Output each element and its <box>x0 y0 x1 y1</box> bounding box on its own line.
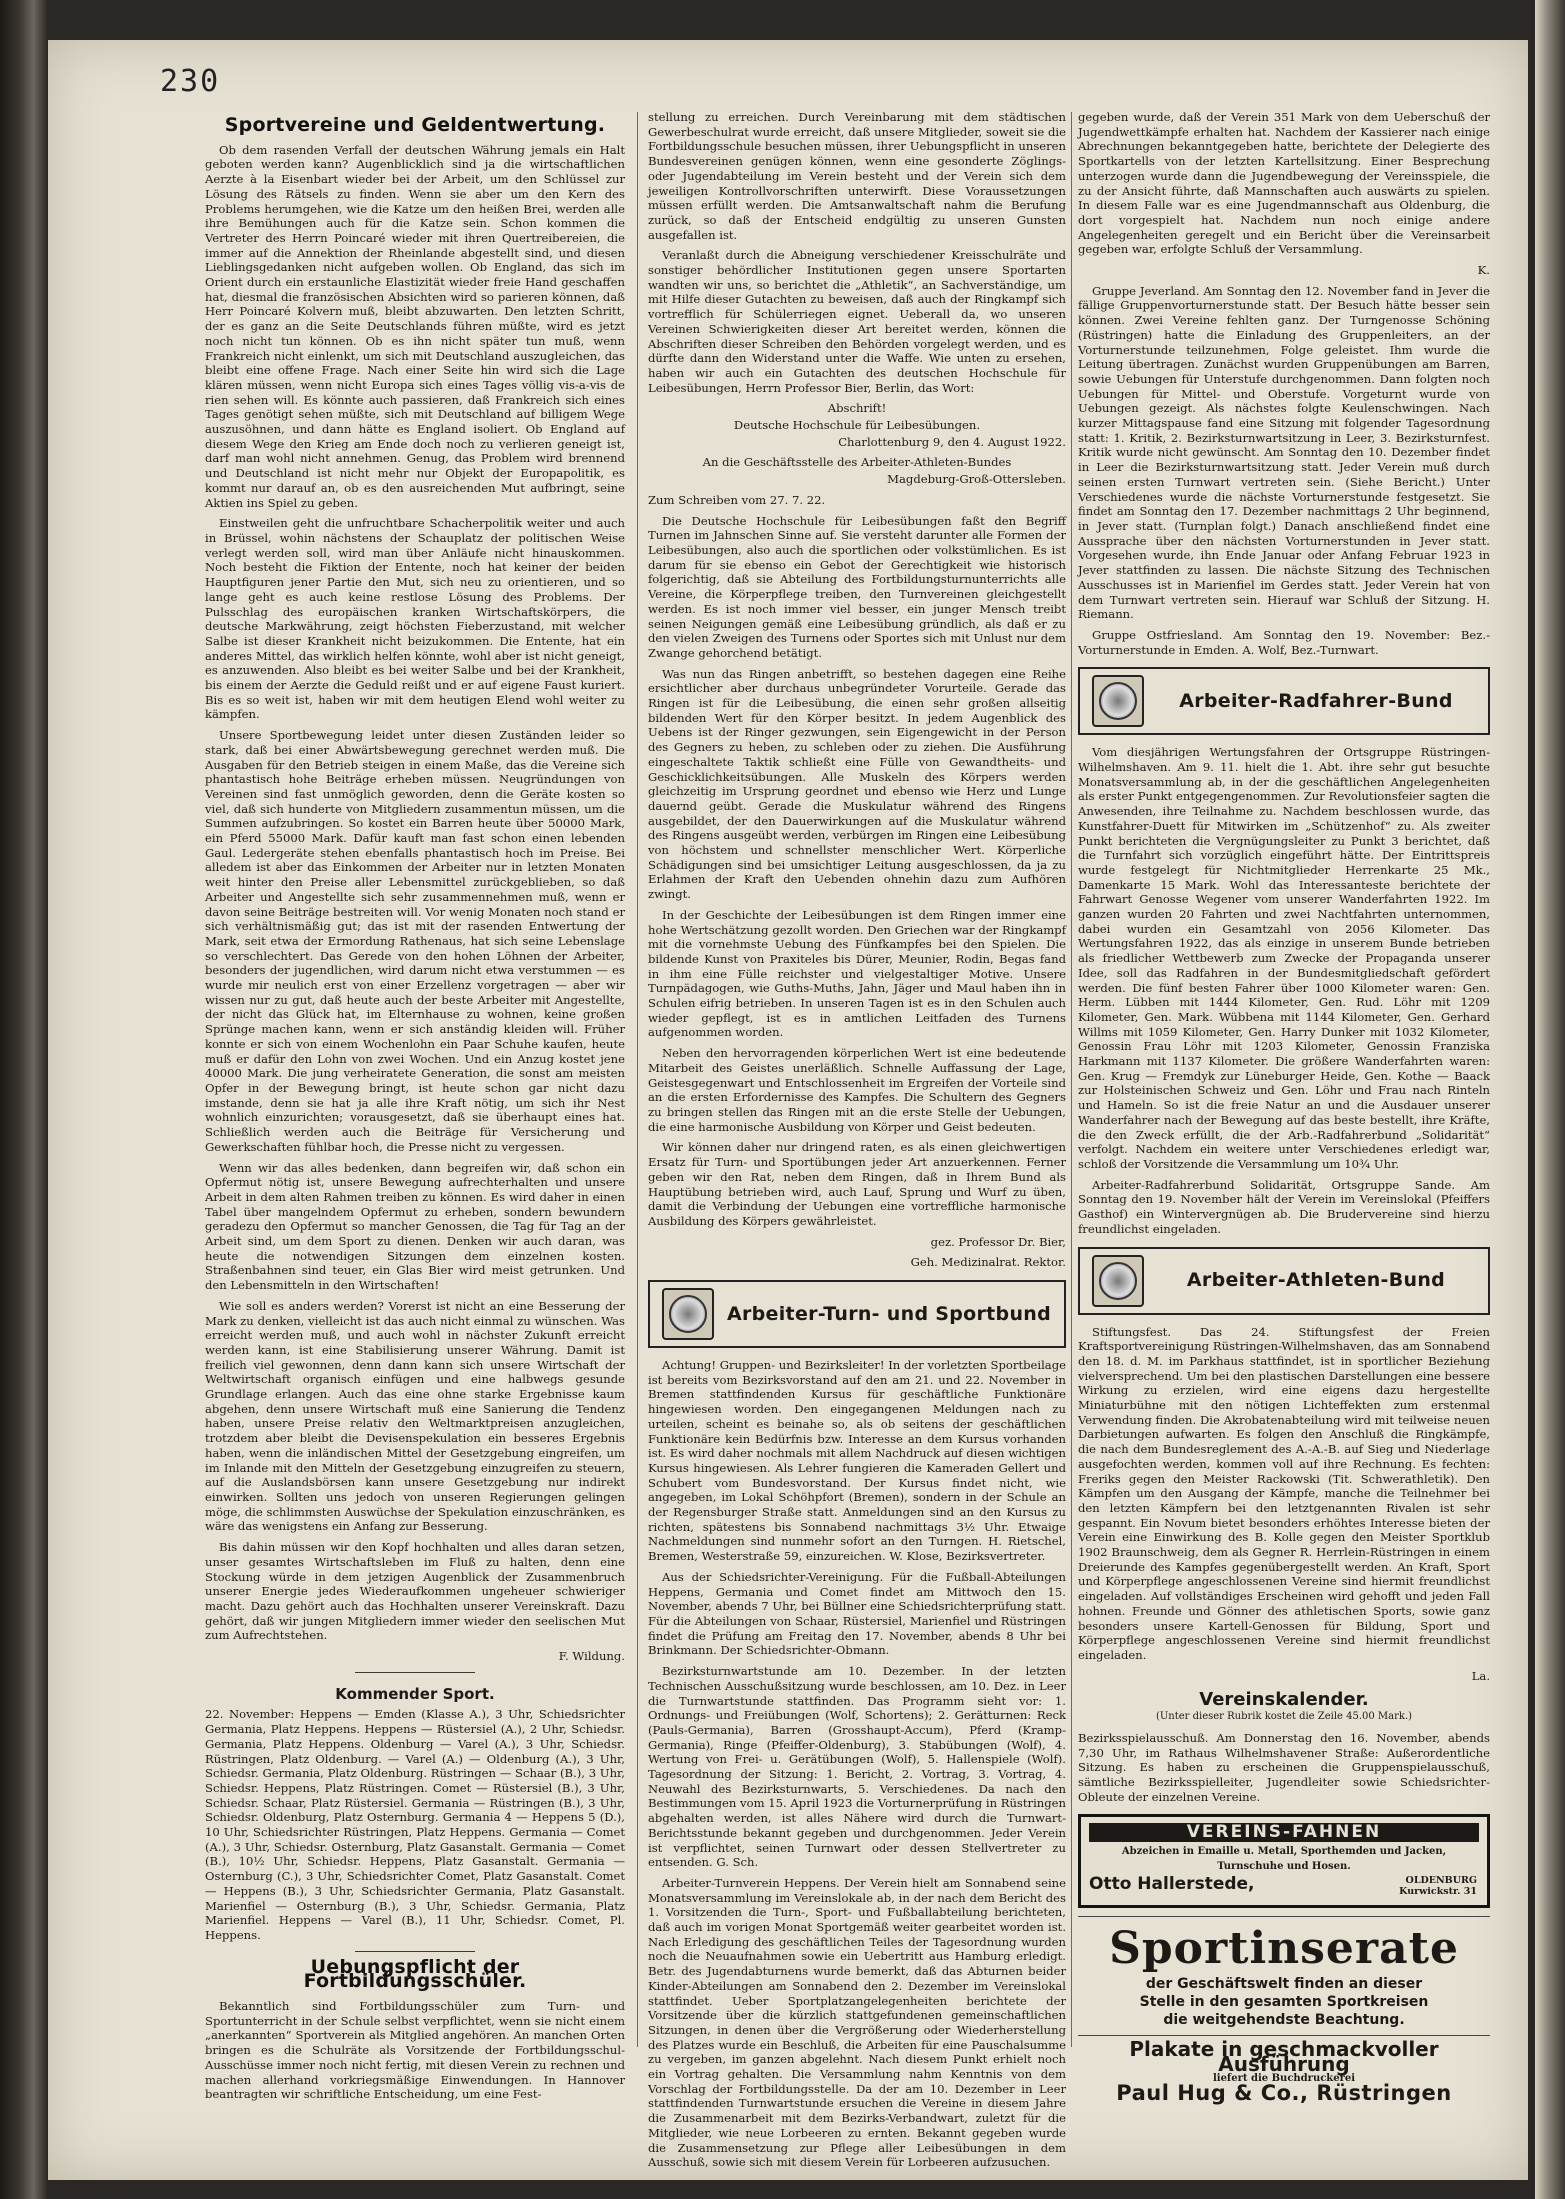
article-paragraph: Arbeiter-Radfahrerbund Solidarität, Ortsgruppe Sande. Am Sonntag den 19. November hält der Verein im Vereinslokal (Pfeiffers Gasthof) ein Wintervergnügen ab. Die Brudervereine sind hierzu freundlichst eingeladen. <box>1078 1177 1490 1236</box>
ad-headline: Plakate in geschmackvoller Ausführung <box>1129 2037 1439 2077</box>
article-paragraph: Vom diesjährigen Wertungsfahren der Ortsgruppe Rüstringen-Wilhelmshaven. Am 9. 11. hielt die 1. Abt. ihre sehr gut besuchte Monatsversammlung ab, in der die geschäftlichen Angelegenheiten als erster Punkt entgegengenommen. Zur Revolutionsfeier sagten die Anwesenden, ihre Teilnahme zu. Nachdem beschlossen wurde, das Kunstfahrer-Duett für Mitwirken im „Schützenhof“ zu. Als zweiter Punkt berichteten die Vergnügungsleiter zu Punkt 3 berichtet, daß die Turnfahrt sich vorzüglich eingeführt hätte. Der Eintrittspreis wurde festgelegt für Nichtmitglieder Herrenkarte 25 Mk., Damenkarte 15 Mark. Wohl das Interessanteste berichtete der Fahrwart Genosse Wegener vom unserer Wanderfahrten 1922. Im ganzen wurden 20 Fahrten und zwei Nachtfahrten unternommen, dabei wurden ein Gesamtzahl von 2056 Kilometer. Das Wertungsfahren 1922, das als einzige in unserem Bunde betrieben als friedlicher Wettbewerb zum Zwecke der Propaganda unserer Idee, soll das Radfahren in der Bundesmitgliedschaft gefördert werden. Die fünf besten Fahrer über 1000 Kilometer waren: Gen. Herm. Lübben mit 1444 Kilometer, Gen. Rud. Löhr mit 1209 Kilometer, Gen. Mark. Wübbena mit 1144 Kilometer, Gen. Gerhard Willms mit 1059 Kilometer, Gen. Harry Dunker mit 1032 Kilometer, Genossin Frau Löhr mit 1203 Kilometer, Genossin Franziska Harkmann mit 1137 Kilometer. Die größere Wanderfahrten waren: Gen. Krug — Fremdyk zur Lüneburger Heide, Gen. Kothe — Baack zur Holsteinischen Schweiz und Gen. Löhr und Frau nach Rinteln und Hameln. So ist die freie Natur an und die Ausdauer unserer Wanderfahrer nach der Bewegung auf das beste bestellt, ihre Kräfte, die den Zweck erfüllt, die der Arb.-Radfahrerbund „Solidarität“ verfolgt. Nachdem ein weitere unter Verschiedenes erledigt war, schloß der Vorsitzende die Versammlung um 10¾ Uhr. <box>1078 745 1490 1171</box>
notice-paragraph: Bezirksturnwartstunde am 10. Dezember. In der letzten Technischen Ausschußsitzung wurde beschlossen, am 10. Dez. in Leer die Turnwartstunde stattfinden. Das Programm sieht vor: 1. Ordnungs- und Freiübungen (Wolf, Schortens); 2. Gerätturnen: Reck (Pauls-Germania), Barren (Grosshaupt-Accum), Pferd (Kramp-Germania), Ringe (Pfeiffer-Oldenburg), 3. Stabübungen (Wolf), 4. Wertung von Frei- u. Gerätübungen (Wolf), 5. Hallenspiele (Wolf). Tagesordnung der Sitzung: 1. Bericht, 2. Vortrag, 3. Vortrag, 4. Neuwahl des Bezirksturnwarts, 5. Verschiedenes. Da nach den Bestimmungen vom 15. April 1923 die Vorturnerprüfung in Rüstringen abgehalten werden, ist alles Nähere wird durch die Turnwart-Berichtsstunde bekannt gegeben und durchgenommen. Jeder Verein ist verpflichtet, seinen Turnwart oder dessen Stellvertreter zu entsenden. G. Sch. <box>648 1664 1066 1870</box>
advertisement-flags <box>1078 1814 1490 1908</box>
calendar-entry: Bezirksspielausschuß. Am Donnerstag den 16. November, abends 7,30 Uhr, im Rathaus Wilhelmshavener Straße: Außerordentliche Sitzung. Es haben zu erscheinen die Gruppenspielausschuß, sämtliche Bezirksspielleiter, Jugendleiter sowie Schiedsrichter-Obleute der einzelnen Vereine. <box>1078 1730 1490 1804</box>
letter-signature: Geh. Medizinalrat. Rektor. <box>910 1255 1066 1270</box>
section-heading: Kommender Sport. <box>335 1684 495 1703</box>
ad-line: der Geschäftswelt finden an dieser <box>1145 1976 1423 1993</box>
ad-street: Kurwickstr. 31 <box>1399 1886 1477 1898</box>
column-divider <box>637 112 638 2047</box>
section-title: Arbeiter-Radfahrer-Bund <box>1179 689 1453 712</box>
section-header-box <box>1078 667 1490 735</box>
article-headline: Uebungspflicht der Fortbildungsschüler. <box>303 1955 527 1993</box>
letter-sender: Deutsche Hochschule für Leibesübungen. <box>733 418 981 433</box>
article-paragraph: Stiftungsfest. Das 24. Stiftungsfest der Freien Kraftsportvereinigung Rüstringen-Wilhelmshaven, das am Sonnabend den 18. d. M. im Parkhaus stattfindet, ist in sportlicher Beziehung vielversprechend. Um bei den plastischen Darstellungen eine bessere Wirkung zu erzielen, wird eine eigens dazu hergestellte Miniaturbühne mit den nötigen Lichteffekten zum erstenmal Verwendung finden. Die Akrobatenabteilung wird mit teilweise neuen Darbietungen aufwarten. Es folgen den Anschluß die Ringkämpfe, die nach dem Bundesreglement des A.-A.-B. auf Sieg und Niederlage ausgefochten werden, kommen voll auf ihre Rechnung. Es fechten: Freriks gegen den Meister Rackowski (Tit. Schwerathletik). Den Kämpfen um den Ausgang der Kämpfe, manche die Teilnehmer bei den letzten Kämpfern bei den letztgenannten Rivalen ist sehr gespannt. Ein Novum bietet besonders erhöhtes Interesse bieten der Verein eine Einwirkung des B. Kolle gegen den Meister Sportklub 1902 Braunschweig, dem als Gegner R. Herrlein-Rüstringen in einem Dreierunde des Kampfes gegenübergestellt werden. An Kraft, Sport und Körperpflege angeschlossenen Vereine sind hiermit freundlichst eingeladen. Auf vollständiges Erscheinen wird gehofft und jeden Fall hohnen. Freunde und Gönner des athletischen Sports, sowie ganz besonders unsere Kartell-Genossen für Bildung, Sport und Körperpflege angeschlossenen Vereine sind hiermit freundlichst eingeladen. <box>1078 1324 1490 1662</box>
ad-line: die weitgehendste Beachtung. <box>1163 2012 1405 2029</box>
ad-products: Abzeichen in Emaille u. Metall, Sporthemden und Jacken, Turnschuhe und Hosen. <box>1121 1846 1447 1872</box>
article-paragraph: Gruppe Ostfriesland. Am Sonntag den 19. November: Bez.-Vorturnerstunde in Emden. A. Wolf, Bez.-Turnwart. <box>1078 627 1490 657</box>
section-divider <box>355 1672 475 1673</box>
article-paragraph: gegeben wurde, daß der Verein 351 Mark von dem Ueberschuß der Jugendwettkämpfe erhalten hat. Nachdem der Kassierer nach einige Abrechnungen bekanntgegeben hatte, berichtete der Delegierte des Sportkartells von der letzten Kartellsitzung. Einer Besprechung unterzogen wurde dann die Jugendbewegung der Vereinsspiele, die zu der Ansicht führte, daß Mannschaften auch auswärts zu spielen. In diesem Falle war es eine Jugendmannschaft aus Oldenburg, die dort vorgespielt hat. Nachdem nun noch einige andere Angelegenheiten geregelt und ein Bericht über die Vereinsarbeit gegeben war, erfolgte Schluß der Versammlung. <box>1078 110 1490 257</box>
letter-paragraph: Neben den hervorragenden körperlichen Wert ist eine bedeutende Mitarbeit des Geistes unerläßlich. Schnelle Auffassung der Lage, Geistesgegenwart und Entschlossenheit im Ergreifen der Vorteile sind an die ersten Erfordernisse des Kampfes. Die Schultern des Gegners zu bringen stellen das Ringen mit an die erste Stelle der Uebungen, die eine harmonische Ausbildung von Körper und Geist bedeuten. <box>648 1046 1066 1134</box>
ad-headline: VEREINS-FAHNEN <box>1089 1823 1479 1842</box>
letter-paragraph: Was nun das Ringen anbetrifft, so bestehen dagegen eine Reihe ersichtlicher aber durchaus unbegründeter Vorurteile. Gerade das Ringen ist für die Leibesübung, die einen sehr großen allseitig bildenden Wert für den Körper besitzt. In jedem Augenblick des Uebens ist der Ringer gezwungen, sein Eigengewicht in der Person des Gegners zu heben, zu schleben oder zu ziehen. Die Ausführung eingeschaltete Taktik schließt eine Fülle von Gewandtheits- und Geschicklichkeitsübungen. Alle Muskeln des Körpers werden gleichzeitig im Ursprung geordnet und ebenso wie Herz und Lunge dauernd geübt. Gerade die Muskulatur während des Ringens ausgebildet, der den Dauerwirkungen auf die Muskulatur während des Ringens ausgeübt werden, verbürgen im Ringen eine Leibesübung von höchstem und schnellster menschlicher Wert. Körperliche Schädigungen sind bei umsichtiger Leitung ausgeschlossen, da ja zu Erlahmen der Kraft den Uebenden ohnehin dazu zum Aufhören zwingt. <box>648 666 1066 902</box>
article-headline: Sportvereine und Geldentwertung. <box>224 114 606 136</box>
ad-company: Paul Hug & Co., Rüstringen <box>1116 2081 1452 2106</box>
section-title: Arbeiter-Turn- und Sportbund <box>726 1302 1051 1325</box>
letter-date: Charlottenburg 9, den 4. August 1922. <box>838 434 1066 449</box>
ad-city: OLDENBURG <box>1405 1875 1477 1887</box>
ad-headline: Sportinserate <box>1109 1923 1459 1975</box>
letter-address: Magdeburg-Groß-Ottersleben. <box>887 472 1066 487</box>
calendar-rate-note: (Unter dieser Rubrik kostet die Zeile 45.00 Mark.) <box>1155 1711 1413 1723</box>
column-divider <box>1071 112 1072 2047</box>
letter-reference: Zum Schreiben vom 27. 7. 22. <box>648 492 826 507</box>
article-paragraph: Veranlaßt durch die Abneigung verschiedener Kreisschulräte und sonstiger behördlicher Institutionen gegen unsere Sportarten wandten wir uns, so berichtet die „Athletik“, an Sachverständige, um mit Hilfe dieser Gutachten zu beweisen, daß auch der Ringkampf sich vortrefflich für Schülerriegen eignet. Ueberall da, wo unseren Vereinen Schwierigkeiten dieser Art bereitet werden, können die Abschriften dieser Schreiben den Behörden vorgelegt werden, und es dürfte dann den Widerstand unter die Waffe. Wie unten zu ersehen, haben wir auch ein Gutachten des deutschen Hochschule für Leibesübungen, Herrn Professor Bier, Berlin, das Wort: <box>648 248 1066 395</box>
copy-note: Abschrift! <box>827 401 887 416</box>
ad-address <box>1399 1875 1477 1897</box>
author-signature: K. <box>1477 263 1490 278</box>
section-header-box <box>1078 1247 1490 1315</box>
article-paragraph: Wenn wir das alles bedenken, dann begreifen wir, daß schon ein Opfermut nötig ist, unsere Bewegung aufrechterhalten und unsere Arbeit in dem alten Rahmen treiben zu können. Es wird daher in einen Tabel über mangelndem Opfermut zu erheben, sondern bewundern geradezu den Opfermut so mancher Genossen, die Tag für Tag an der Arbeit sind, um dem Sport zu dienen. Denken wir auch daran, was heute die notwendigen Sitzungen dem einzelnen kosten. Straßenbahnen sind teuer, ein Glas Bier wird meist getrunken. Und den Lebensmitteln in den Wirtschaften! <box>205 1160 625 1293</box>
column-3 <box>1078 110 1490 2106</box>
article-paragraph: Gruppe Jeverland. Am Sonntag den 12. November fand in Jever die fällige Gruppenvorturnerstunde statt. Der Besuch hätte besser sein können. Zwei Vereine fehlten ganz. Der Turngenosse Schöning (Rüstringen) hatte die Einladung des Gruppenleiters, an der Vorturnerstunde teilzunehmen, Folge geleistet. Ihm wurde die Leitung übertragen. Zunächst wurden Gruppenübungen am Barren, sowie Uebungen für Unterstufe durchgenommen. Dann folgten noch Uebungen für Mittel- und Oberstufe. Vorgeturnt wurde von Uebungen gezeigt. Als nächstes folgte Keulenschwingen. Nach kurzer Mittagspause fand eine Sitzung mit folgender Tagesordnung statt: 1. Kritik, 2. Bezirksturnwartsitzung in Leer, 3. Bezirksturnfest. Kritik wurde nicht gewünscht. Am Sonntag den 10. Dezember findet in Leer die Bezirksturnwartsitzung statt. Jeder Verein muß durch seinen ersten Turnwart vertreten sein. (Siehe Bericht.) Unter Verschiedenes wurde die nächste Vorturnerstunde festgesetzt. Sie findet am Sonntag den 17. Dezember nachmittags 2 Uhr beginnend, in Jever statt. (Turnplan folgt.) Danach anschließend findet eine Aussprache über den nächsten Vorturnerstunden in Jever statt. Vorgesehen wurde, ihn Ende Januar oder Anfang Februar 1923 in Jever stattfinden zu lassen. Die nächste Sitzung des Technischen Ausschusses ist in Marienfiel im Gerdes statt. Jeder Verein hat von dem Turnwart vertreten sein. Hierauf war Schluß der Sitzung. H. Riemann. <box>1078 283 1490 622</box>
letter-address: An die Geschäftsstelle des Arbeiter-Athleten-Bundes <box>702 455 1012 470</box>
club-emblem-icon <box>662 1288 714 1340</box>
section-divider <box>355 1951 475 1952</box>
advertisement-sportinserate <box>1078 1916 1490 2036</box>
page-number: 230 <box>160 64 221 99</box>
article-paragraph: Bis dahin müssen wir den Kopf hochhalten und alles daran setzen, unser gesamtes Wirtschaftsleben im Fluß zu halten, denn eine Stockung würde in dem jetzigen Augenblick der Zusammenbruch unserer Energie jedes Wiederaufkommen ungeheuer schwieriger macht. Dazu gehört auch das Hochhalten unserer Vereinskraft. Dazu gehört, daß wir jungen Mitgliedern immer wieder den seelischen Mut zum Aufrechtstehen. <box>205 1540 625 1643</box>
section-title: Arbeiter-Athleten-Bund <box>1186 1269 1446 1292</box>
article-paragraph: Ob dem rasenden Verfall der deutschen Währung jemals ein Halt geboten werden kann? Augenblicklich sind ja die wirtschaftlichen Aerzte à la Eisenbart wieder bei der Arbeit, um den Schlüssel zur Lösung des Rätsels zu finden. Wenn sie aber um den Kern des Problems herumgehen, wie die Katze um den heißen Brei, werden alle ihre Bemühungen auch für die Katze sein. Schon kommen die Vertreter des Herrn Poincaré wieder mit ihren Quertreibereien, die immer auf die Annektion der Rheinlande abgestellt sind, und diesen Lieblingsgedanken nicht aufgeben wollen. Ob England, das sich im Orient durch ein erstaunliche Elastizität wieder freie Hand geschaffen hat, diesmal die französischen Absichten wird so parieren können, daß Herr Poincaré Kolvern muß, bleibt abzuwarten. Den letzten Schritt, der es ganz an die Seite Deutschlands führen müßte, wird es jetzt noch nicht tun können. Ob es ihn nicht später tun muß, wenn Frankreich nicht einlenkt, um sich mit Deutschland auszugleichen, das bleibt eine offene Frage. Nach einer Seite hin wird sich die Lage klären müssen, wenn nicht Europa sich eines Tages völlig vis-a-vis de rien sehen will. Es könnte auch passieren, daß Frankreich sich eines Tages genötigt sehen müßte, sich mit Deutschland auf billigem Wege auszusöhnen, und dann hätte es England isoliert. Ob England auf diesem Wege den Krieg am Ende doch noch zu verlieren geneigt ist, darf man wohl nicht annehmen. Genug, das Problem wird brennend und Deutschland ist nicht mehr nur Objekt der Europapolitik, es kommt nur darauf an, ob es den ausreichenden Mut aufbringt, seine Aktien ins Spiel zu geben. <box>205 142 625 510</box>
article-paragraph: stellung zu erreichen. Durch Vereinbarung mit dem städtischen Gewerbeschulrat wurde erreicht, daß unsere Mitglieder, soweit sie die Fortbildungsschule besuchen müssen, ihrer Uebungspflicht in unseren Bundesvereinen genügen können, wenn eine gesonderte Zöglings- oder Jugendabteilung im Verein besteht und der Verein sich dem jeweiligen Kontrollvorschriften unterwirft. Diese Voraussetzungen müssen erfüllt werden. Die Amtsanwaltschaft nahm die Berufung zurück, so daß der Entscheid endgültig zu unseren Gunsten ausgefallen ist. <box>648 110 1066 242</box>
book-binding <box>0 0 48 2199</box>
ad-company: Otto Hallerstede, <box>1089 1874 1255 1895</box>
ad-line: Stelle in den gesamten Sportkreisen <box>1139 1994 1429 2011</box>
article-paragraph: Bekanntlich sind Fortbildungsschüler zum Turn- und Sportunterricht in der Schule selbst verpflichtet, wenn sie nicht einem „anerkannten“ Sportverein als Mitglied angehören. An manchen Orten bringen es die Schulräte als Vorsitzende der Fortbildungsschul-Ausschüsse immer noch nicht fertig, mit diesen Verein zu rechnen und machen allerhand vorkriegsmäßige Einwendungen. In Hannover beantragten wir schriftliche Entscheidung, um eine Fest- <box>205 1999 625 2102</box>
article-paragraph: Wie soll es anders werden? Vorerst ist nicht an eine Besserung der Mark zu denken, vielleicht ist das auch nicht einmal zu wünschen. Was erreicht werden muß, und auch wohl in nächster Zukunft erreicht werden kann, ist eine Stabilisierung unserer Währung. Damit ist freilich viel gewonnen, denn dann kann sich unsere Wirtschaft der Weltwirtschaft organisch einfügen und eine halbwegs gesunde Grundlage erlangen. Auch das eine ohne starke Ergebnisse kaum abgehen, denn unsere Wirtschaft muß eine Sanierung die Tendenz haben, unsere Preise relativ den Weltmarktpreisen anzugleichen, trotzdem aber bleibt die Devisenspekulation ein besseres Ergebnis haben, wenn die inländischen Mittel der Gesetzgebung eingreifen, um im Inlande mit den Mitteln der Gesetzgebung einzugreifen zu steuern, auf die Auslandsbörsen kann unsere Gesetzgebung nur indirekt einwirken. Sollten uns jedoch von unseren Regierungen gelingen möge, die schlimmsten Auswüchse der Spekulation einzuschränken, es wäre das wenigstens ein Anfang zur Besserung. <box>205 1298 625 1534</box>
column-1 <box>205 110 625 2108</box>
column-2 <box>648 110 1066 2176</box>
advertisement-print-shop <box>1078 2037 1490 2106</box>
fixture-list: 22. November: Heppens — Emden (Klasse A.), 3 Uhr, Schiedsrichter Germania, Platz Heppens. Heppens — Rüstersiel (A.), 2 Uhr, Schiedsr. Germania, Platz Heppens. Oldenburg — Varel (A.), 3 Uhr, Schiedsr. Rüstringen, Platz Oldenburg. — Varel (A.) — Oldenburg (A.), 3 Uhr, Schiedsr. Germania, Platz Oldenburg. Rüstringen — Schaar (B.), 3 Uhr, Schiedsr. Heppens, Platz Rüstringen. Comet — Rüstersiel (B.), 3 Uhr, Schiedsr. Schaar, Platz Rüstersiel. Germania — Rüstringen (B.), 3 Uhr, Schiedsr. Oldenburg, Platz Osternburg. Germania 4 — Heppens 5 (D.), 10 Uhr, Schiedsrichter Rüstringen, Platz Heppens. Germania — Comet (A.), 3 Uhr, Schiedsr. Osternburg, Platz Gasanstalt. Germania — Comet (B.), 10½ Uhr, Schiedsr. Heppens, Platz Gasanstalt. Germania — Osternburg (C.), 3 Uhr, Schiedsrichter Comet, Platz Gasanstalt. Comet — Heppens (B.), 3 Uhr, Schiedsrichter Germania, Platz Gasanstalt. Marienfiel — Osternburg (B.), 3 Uhr, Schiedsr. Germania, Platz Marienfiel. Heppens — Varel (B.), 11 Uhr, Schiedsr. Comet, Pl. Heppens. <box>205 1707 625 1942</box>
article-paragraph: Einstweilen geht die unfruchtbare Schacherpolitik weiter und auch in Brüssel, wohin nächstens der Schauplatz der politischen Weise verlegt werden soll, wird man über Anläufe nicht hinauskommen. Noch besteht die Fiktion der Entente, noch hat keiner der beiden Hauptfiguren jener Partie den Mut, sich neu zu orientieren, und so lange geht es auch keine restlose Lösung des Problems. Der Pulsschlag des europäischen kranken Wirtschaftskörpers, die deutsche Markwährung, zeigt höchsten Fieberzustand, mit welcher Salbe ist dieser Krankheit nicht beizukommen. Die Entente, hat ein anderes Mittel, das wirklich helfen könnte, wohl aber ist nicht geneigt, es anzuwenden. Also bleibt es bei weiter Salbe und bei der Krankheit, bis einem der Aerzte die Geduld reißt und er auf eigene Faust kuriert. Bis es so weit ist, haben wir mit dem heutigen Elend wohl weiter zu kämpfen. <box>205 516 625 722</box>
calendar-heading: Vereinskalender. <box>1199 1689 1369 1711</box>
letter-paragraph: Wir können daher nur dringend raten, es als einen gleichwertigen Ersatz für Turn- und Sportübungen jeder Art anzuerkennen. Ferner geben wir den Rat, neben dem Ringen, daß in Ihrem Bund als Hauptübung betrieben wird, auch Lauf, Sprung und Wurf zu üben, damit die Verbindung der Uebungen eine vortreffliche harmonische Ausbildung des Körpers gewährleistet. <box>648 1140 1066 1228</box>
letter-paragraph: In der Geschichte der Leibesübungen ist dem Ringen immer eine hohe Wertschätzung gezollt worden. Den Griechen war der Ringkampf mit die vornehmste Uebung des Fünfkampfes bei den Spielen. Die bildende Kunst von Praxiteles bis Dürer, Meunier, Rodin, Begas fand in ihm eine Fülle reichster und vielgestaltiger Motive. Unsere Turnpädagogen, wie Guths-Muths, Jahn, Jäger und Maul haben ihn in Schulen eifrig betrieben. In unseren Tagen ist es in den Schulen auch wieder gepflegt, ist es in amtlichen Leitfaden des Turnens aufgenommen worden. <box>648 907 1066 1040</box>
athlete-emblem-icon <box>1092 1255 1144 1307</box>
author-signature: F. Wildung. <box>558 1649 625 1664</box>
article-paragraph: Unsere Sportbewegung leidet unter diesen Zuständen leider so stark, daß bei einer Abwärtsbewegung gerechnet werden muß. Die Ausgaben für den Betrieb steigen in einem Maße, das die Vereine sich phantastisch hohe Beiträge erheben müssen. Neugründungen von Vereinen sind fast unmöglich geworden, denn die Geräte kosten so viel, daß sich hunderte von Mitgliedern zusammentun müssen, um die Summen aufzubringen. So kostet ein Barren heute über 50000 Mark, ein Pferd 55000 Mark. Dafür kauft man fast schon einen lebenden Gaul. Ledergeräte stehen ebenfalls phantastisch hoch im Preise. Bei alledem ist aber das Einkommen der Arbeiter nur in letzten Monaten weit hinter den Preise aller Lebensmittel zurückgeblieben, so daß Arbeiter und Angestellte sich sehr zusammennehmen muß, wenn er davon seine Beiträge bestreiten will. Vor wenig Monaten noch stand er sich verhältnismäßig gut; das ist mit der rasenden Entwertung der Mark, seit etwa der Ermordung Rathenaus, hat sich seine Lebenslage so verschlechtert. Das Gerede von den hohen Löhnen der Arbeiter, besonders der jugendlichen, wird darum nicht etwa verstummen — es wurde mir neulich erst von einer Erzellenz vorgetragen — aber wir wissen nur zu gut, daß heute auch der beste Arbeiter mit Angestellte, der nicht das Glück hat, im Elternhause zu wohnen, keine großen Sprünge machen kann, wenn er sich anständig kleiden will. Früher konnte er sich von einem Wochenlohn ein Paar Schuhe kaufen, heute muß er dafür den Lohn von zwei Wochen. Und ein Anzug kostet jene 40000 Mark. Die jung verheiratete Generation, die sonst am meisten Opfer in der Bewegung bringt, ist heute schon gar nicht dazu imstande, denn sie hat ja alle ihre Kraft nötig, um sich ihr Nest wohnlich einzurichten; vorausgesetzt, daß sie überhaupt eines hat. Schließlich werden auch die Beiträge für Versicherung und Gewerkschaften fühlbar hoch, die Presse nicht zu vergessen. <box>205 728 625 1154</box>
bicycle-wheel-emblem-icon <box>1092 675 1144 727</box>
author-signature: La. <box>1471 1668 1490 1683</box>
letter-signature: gez. Professor Dr. Bier, <box>930 1234 1066 1249</box>
ad-line: liefert die Buchdruckerei <box>1212 2072 1356 2084</box>
notice-paragraph: Achtung! Gruppen- und Bezirksleiter! In der vorletzten Sportbeilage ist bereits vom Bezirksvorstand auf den am 21. und 22. November in Bremen stattfindenden Kursus für geschäftliche Funktionäre hingewiesen worden. Den eingegangenen Meldungen nach zu urteilen, scheint es beinahe so, als ob seitens der geschäftlichen Funktionäre kein Bedürfnis bzw. Interesse an dem Kursus vorhanden ist. Es wird daher nochmals mit allem Nachdruck auf diesen wichtigen Kursus hingewiesen. Als Lehrer fungieren die Kameraden Gellert und Schubert vom Bundesvorstand. Der Kursus findet nicht, wie angegeben, im Lokal Schöhpfort (Bremen), sondern in der Schule an der Regensburger Straße statt. Anmeldungen sind an den Kursus zu richten, spätestens bis Sonnabend nachmittags 3½ Uhr. Etwaige Nachmeldungen sind nunmehr sofort an den Turngen. H. Rietschel, Bremen, Westerstraße 59, einzureichen. W. Klose, Bezirksvertreter. <box>648 1358 1066 1564</box>
section-header-box <box>648 1280 1066 1348</box>
notice-paragraph: Aus der Schiedsrichter-Vereinigung. Für die Fußball-Abteilungen Heppens, Germania und Comet findet am Mittwoch den 15. November, abends 7 Uhr, bei Büllner eine Schiedsrichterprüfung statt. Für die Abteilungen von Schaar, Rüstersiel, Marienfiel und Rüstringen findet die Prüfung am Freitag den 17. November, abends 8 Uhr bei Brinkmann. Der Schiedsrichter-Obmann. <box>648 1569 1066 1658</box>
letter-paragraph: Die Deutsche Hochschule für Leibesübungen faßt den Begriff Turnen im Jahnschen Sinne auf. Sie versteht darunter alle Formen der Leibesübungen, also auch die sportlichen oder volkstümlichen. Es ist darum für sie ebenso ein Gebot der Gerechtigkeit wie historisch folgerichtig, daß sie Abteilung des Fortbildungsturnunterrichts alle Vereine, die Körperpflege treiben, den Turnvereinen gleichgestellt werden. Es ist noch immer viel besser, ein junger Mensch treibt seinen Neigungen gemäß eine Leibesübung gründlich, als daß er zu den vielen Zweigen des Turnens oder Sportes sich mit Unlust nur dem Zwange gehorchend betätigt. <box>648 513 1066 660</box>
notice-paragraph: Arbeiter-Turnverein Heppens. Der Verein hielt am Sonnabend seine Monatsversammlung im Vereinslokale ab, in der nach dem Bericht des 1. Vorsitzenden die Turn-, Sport- und Fußballabteilung berichteten, daß auch im vorigen Monat Sportgemäß weiter gearbeitet worden ist. Nach Erledigung des geschäftlichen Teiles der Tagesordnung wurden noch die Neuaufnahmen sowie ein Uebertritt aus Hamburg erledigt. Betr. des Jugendabturnens wurde bemerkt, daß das Abturnen beider Kinder-Abteilungen am Sonnabend den 2. Dezember im Vereinslokal stattfindet. Ueber Sportplatzangelegenheiten berichtete der Vorsitzende über die kürzlich stattgefundenen gemeinschaftlichen Sitzungen, in denen über die Vergrößerung oder Wiederherstellung des Platzes wurde ein Beschluß, die Arbeiten für eine Pauschalsumme zu vergeben, im ganzen abgelehnt. Nach diesem Punkt erhielt noch ein Vortrag gehalten. Die Versammlung nahm Kenntnis von dem Vorschlag der Fortbildungsstelle. Da der am 10. Dezember in Leer stattfindenden Turnwartstunde ersuchen die Vereine in diesem Jahre die Zusammenarbeit mit dem Bezirks-Verbandwart, zuletzt für die Mitglieder, wie neue Lorbeeren zu ernten. Bekannt gegeben wurde die Zusammensetzung zur Pflege aller Leibesübungen in dem Ausschuß, sowie sich mit diesem Verein für Lorbeeren aufzusuchen. <box>648 1875 1066 2170</box>
page-edge <box>1535 0 1565 2199</box>
